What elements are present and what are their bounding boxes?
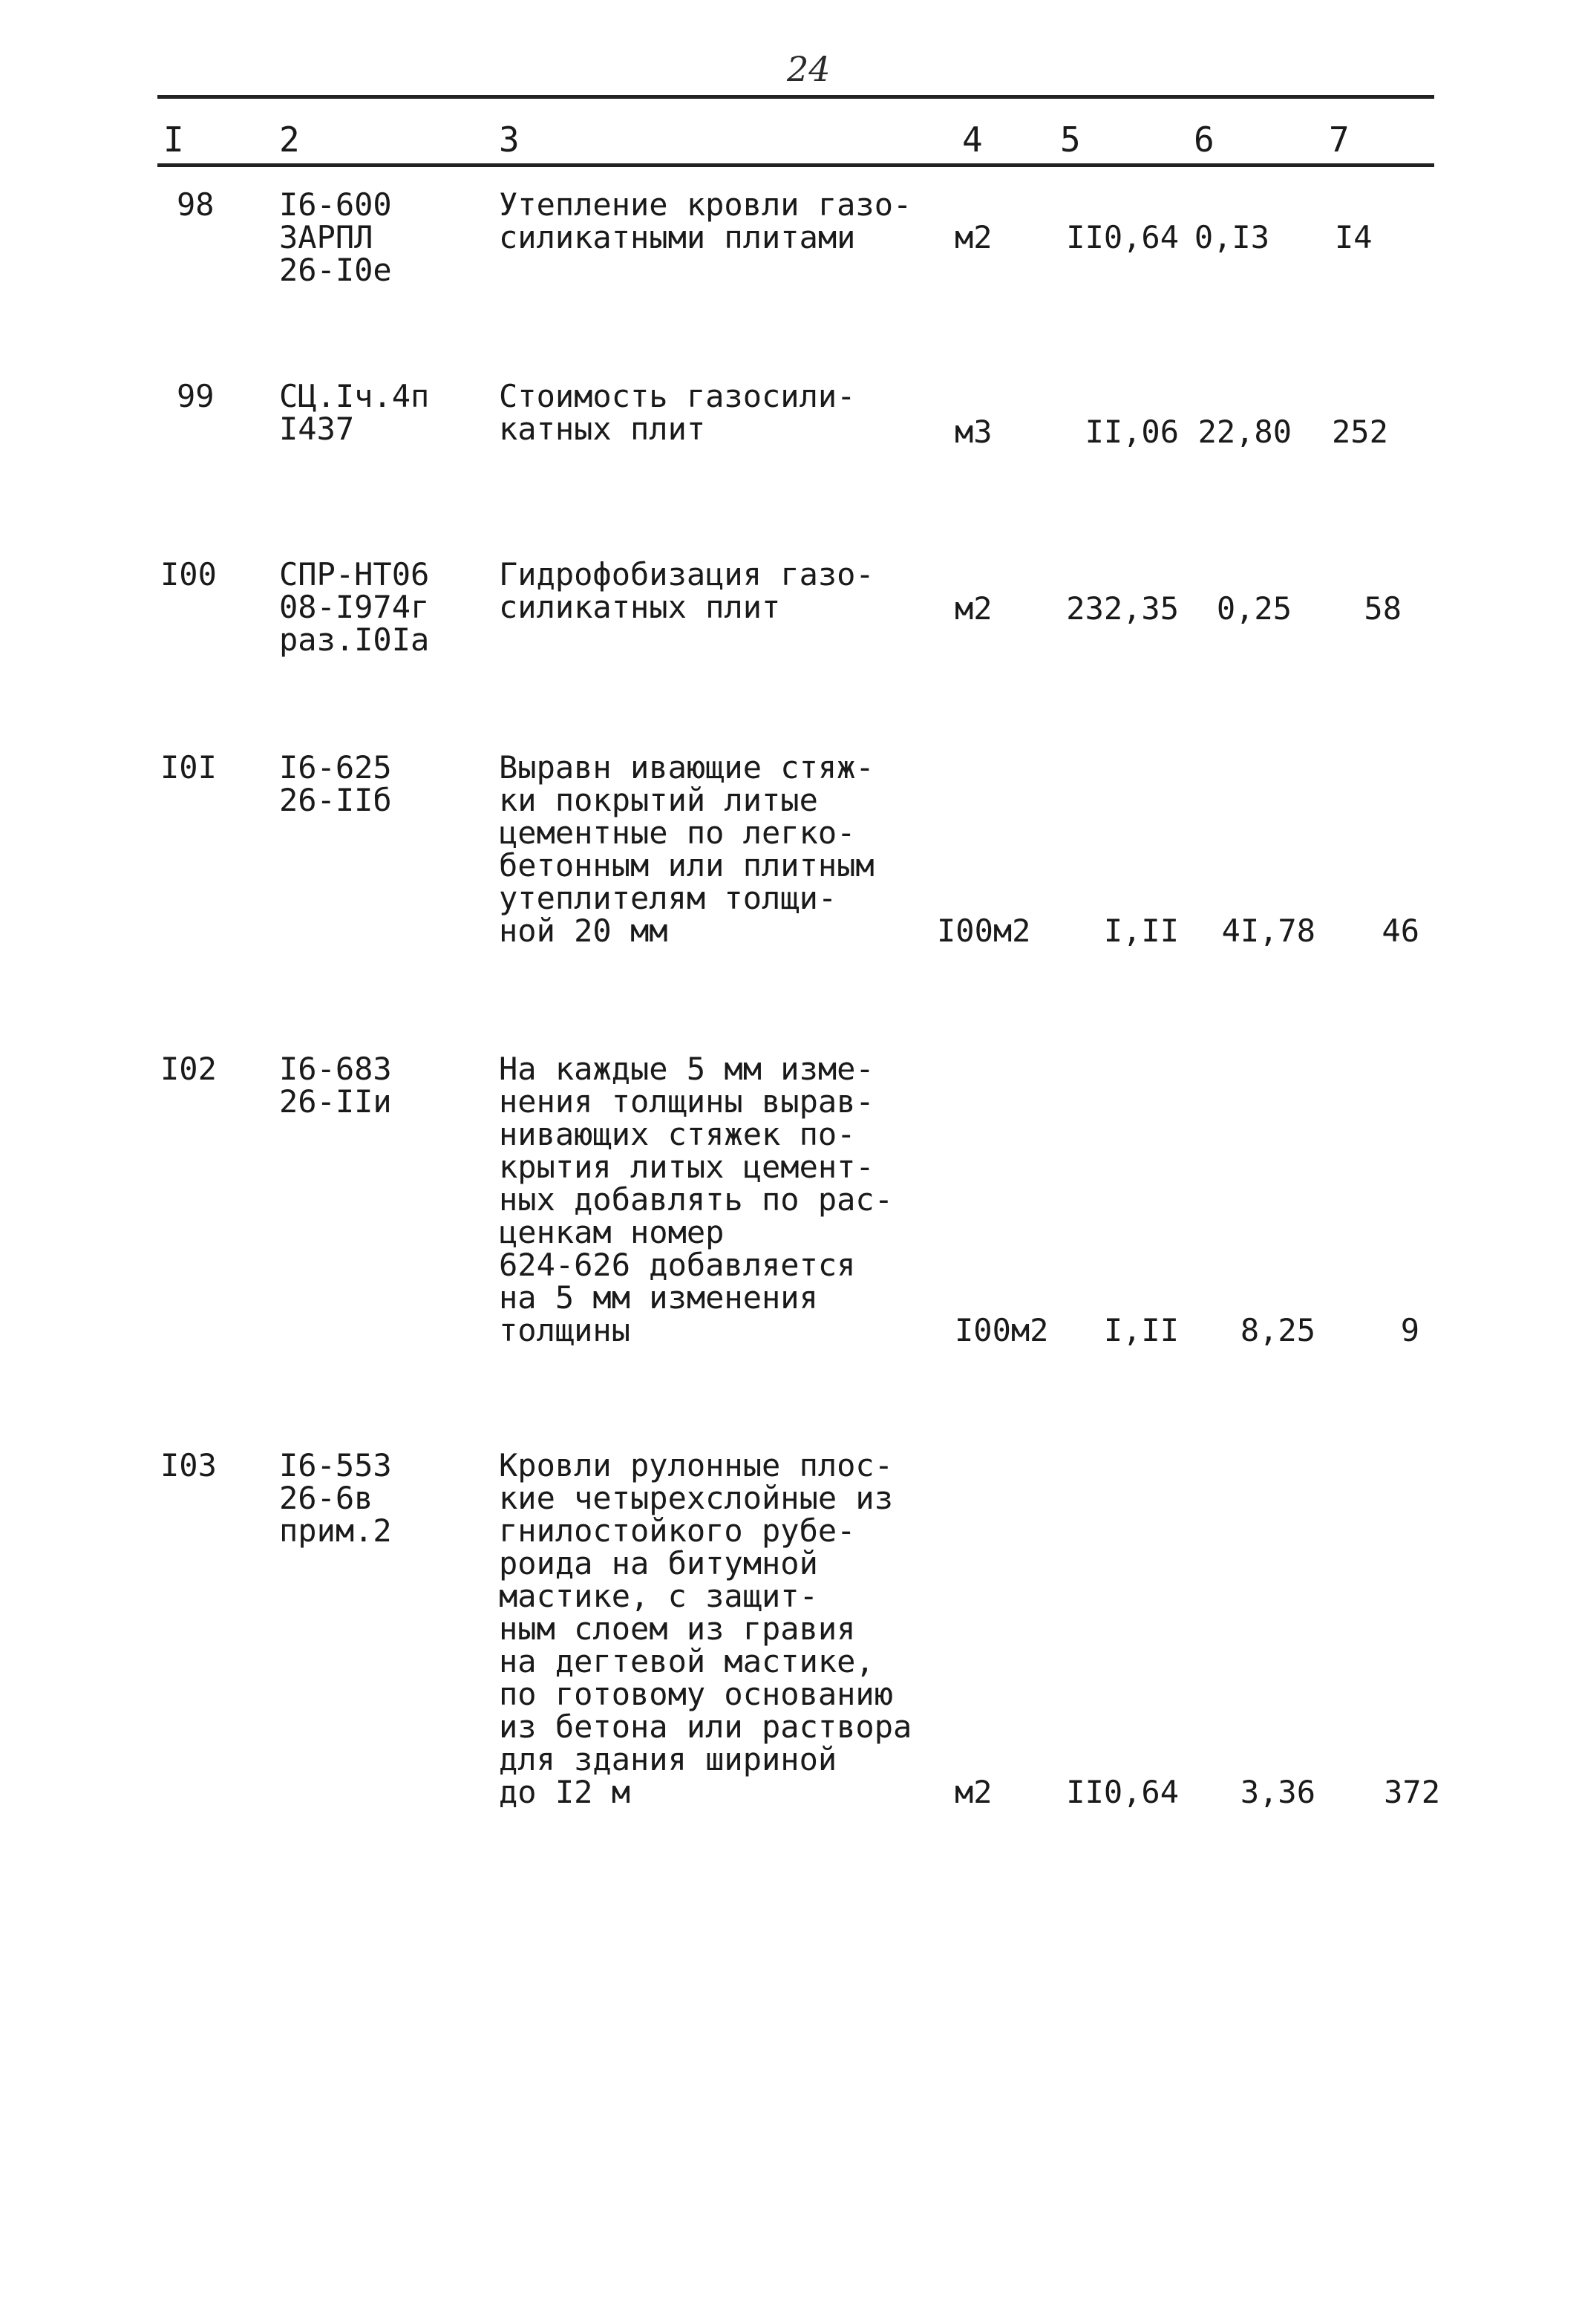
- row-quantity: II0,64: [1066, 1774, 1179, 1810]
- row-price: 3,36: [1240, 1774, 1315, 1810]
- row-code: I6-553 26-6в прим.2: [279, 1447, 392, 1549]
- row-number: 98: [177, 186, 215, 223]
- row-unit: м2: [955, 219, 993, 255]
- row-description: Утепление кровли газо- силикатными плитами: [499, 186, 912, 255]
- row-unit: м2: [955, 590, 993, 627]
- row-price: 0,I3: [1194, 219, 1269, 255]
- top-rule: [157, 95, 1434, 99]
- row-code: СЦ.Iч.4п I437: [279, 378, 430, 447]
- row-unit: м3: [955, 414, 993, 450]
- row-quantity: II0,64: [1066, 219, 1179, 255]
- row-number: I03: [160, 1447, 217, 1483]
- row-code: I6-625 26-IIб: [279, 749, 392, 818]
- row-number: I00: [160, 556, 217, 593]
- row-total: 46: [1382, 913, 1419, 949]
- row-code: СПР-НТ06 08-I974г раз.I0Iа: [279, 556, 430, 658]
- column-header-3: 3: [499, 120, 520, 160]
- column-header-7: 7: [1329, 120, 1350, 160]
- row-description: Выравн ивающие стяж- ки покрытий литые цементные по легко- бетонным или плитным утеплителям толщи- ной 20 мм: [499, 749, 875, 949]
- row-total: 372: [1384, 1774, 1440, 1810]
- column-header-1: I: [163, 120, 184, 160]
- row-description: На каждые 5 мм изме- нения толщины вырав- нивающих стяжек по- крытия литых цемент- ных добавлять по рас- ценкам номер 624-626 добавляется на 5 мм изменения толщины: [499, 1051, 894, 1348]
- row-total: 9: [1400, 1312, 1419, 1348]
- row-total: I4: [1335, 219, 1373, 255]
- row-quantity: I,II: [1103, 1312, 1179, 1348]
- row-total: 58: [1364, 590, 1402, 627]
- row-unit: I00м2: [955, 1312, 1049, 1348]
- row-description: Гидрофобизация газо- силикатных плит: [499, 556, 875, 625]
- row-price: 8,25: [1240, 1312, 1315, 1348]
- page-number: 24: [787, 49, 831, 89]
- row-price: 22,80: [1197, 414, 1292, 450]
- column-header-5: 5: [1060, 120, 1081, 160]
- table-header: [0, 119, 1579, 160]
- row-code: I6-600 ЗАРПЛ 26-I0е: [279, 186, 392, 288]
- row-quantity: 232,35: [1066, 590, 1179, 627]
- row-quantity: I,II: [1103, 913, 1179, 949]
- column-header-2: 2: [279, 120, 300, 160]
- row-unit: I00м2: [937, 913, 1031, 949]
- row-description: Кровли рулонные плос- кие четырехслойные из гнилостойкого рубе- роида на битумной мастике, с защит- ным слоем из гравия на дегтевой мастике, по готовому основанию из бетона или раствора для здания шириной до I2 м: [499, 1447, 912, 1810]
- column-header-4: 4: [962, 120, 983, 160]
- row-price: 0,25: [1216, 590, 1292, 627]
- row-code: I6-683 26-IIи: [279, 1051, 392, 1120]
- row-description: Стоимость газосили- катных плит: [499, 378, 856, 447]
- row-unit: м2: [955, 1774, 993, 1810]
- row-number: I02: [160, 1051, 217, 1087]
- header-rule: [157, 163, 1434, 167]
- row-total: 252: [1332, 414, 1388, 450]
- row-number: I0I: [160, 749, 217, 786]
- row-quantity: II,06: [1085, 414, 1179, 450]
- column-header-6: 6: [1194, 120, 1215, 160]
- row-price: 4I,78: [1221, 913, 1315, 949]
- row-number: 99: [177, 378, 215, 414]
